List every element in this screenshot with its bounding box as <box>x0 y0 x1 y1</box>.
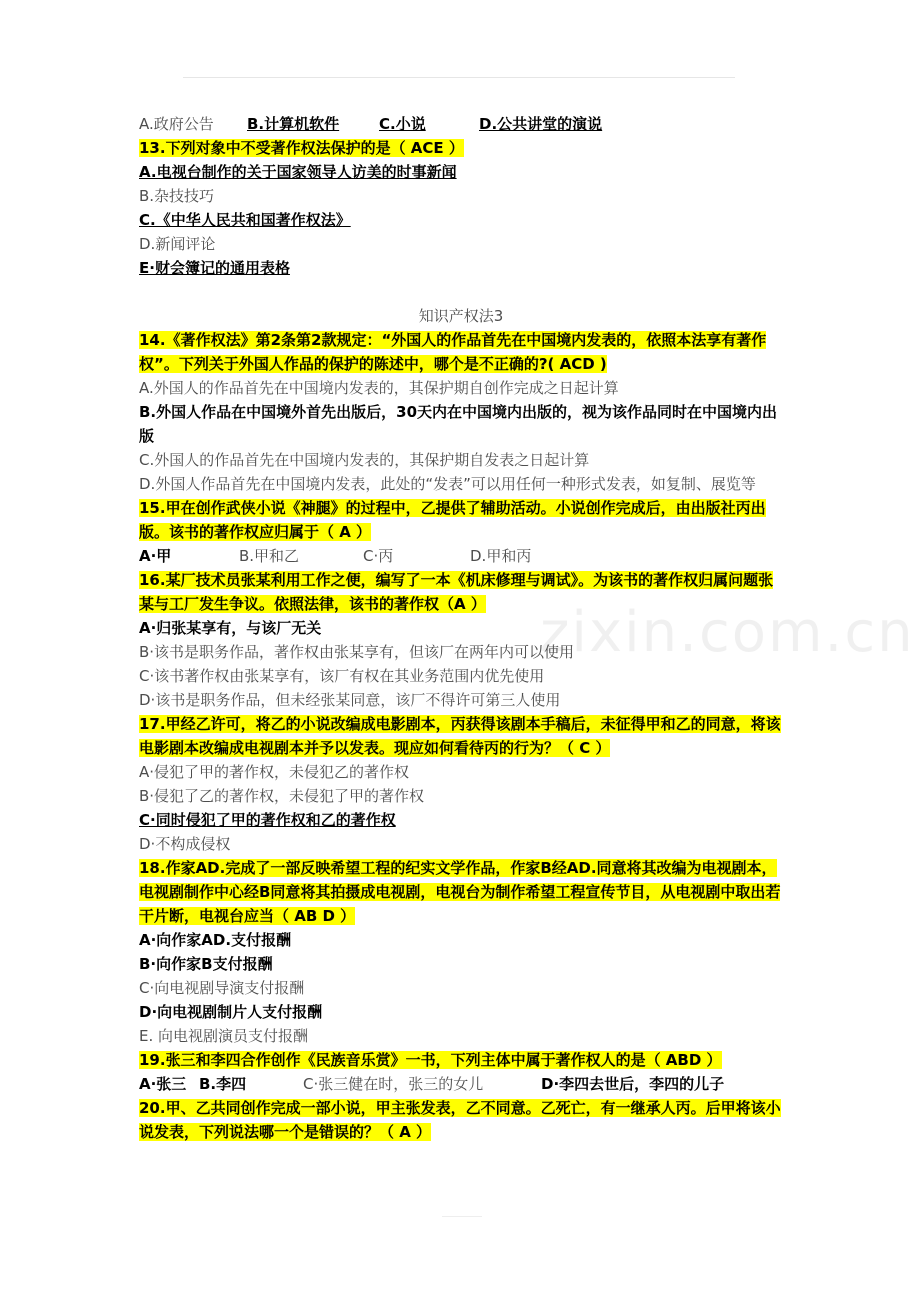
q18-option-d: D·向电视剧制片人支付报酬 <box>139 1003 323 1021</box>
header-rule <box>183 77 735 78</box>
q18-option-a: A·向作家AD.支付报酬 <box>139 931 292 949</box>
q14-option-a: A.外国人的作品首先在中国境内发表的，其保护期自创作完成之日起计算 <box>139 379 619 397</box>
q17-option-d: D·不构成侵权 <box>139 835 231 853</box>
q14-stem: 14.《著作权法》第2条第2款规定：“外国人的作品首先在中国境内发表的，依照本法享有著作权”。下列关于外国人作品的保护的陈述中，哪个是不正确的?( ACD ) <box>139 331 767 373</box>
q17-option-b: B·侵犯了乙的著作权，未侵犯了甲的著作权 <box>139 787 425 805</box>
watermark: zixin.com.cn <box>540 600 915 665</box>
q19-option-a: A·张三 <box>139 1075 187 1093</box>
q13-option-b: B.杂技技巧 <box>139 187 215 205</box>
q15-option-d: D.甲和丙 <box>470 547 532 565</box>
q17-stem: 17.甲经乙许可，将乙的小说改编成电影剧本，丙获得该剧本手稿后，未征得甲和乙的同意，将该电影剧本改编成电视剧本并予以发表。现应如何看待丙的行为？（ C ） <box>139 715 781 757</box>
q16-option-a: A·归张某享有，与该厂无关 <box>139 619 322 637</box>
q20-stem: 20.甲、乙共同创作完成一部小说，甲主张发表，乙不同意。乙死亡，有一继承人丙。后甲将该小说发表，下列说法哪一个是错误的？（ A ） <box>139 1099 781 1141</box>
q17-option-a: A·侵犯了甲的著作权，未侵犯乙的著作权 <box>139 763 410 781</box>
q19-option-d: D·李四去世后，李四的儿子 <box>541 1075 725 1093</box>
q19-option-b: B.李四 <box>199 1075 247 1093</box>
q13-option-a: A.电视台制作的关于国家领导人访美的时事新闻 <box>139 163 457 181</box>
q15-options-row <box>139 544 783 568</box>
q12-option-c: C.小说 <box>379 115 426 133</box>
q17-option-c: C·同时侵犯了甲的著作权和乙的著作权 <box>139 811 396 829</box>
q16-option-d: D·该书是职务作品，但未经张某同意，该厂不得许可第三人使用 <box>139 691 561 709</box>
footer-mark <box>442 1216 482 1223</box>
q13-stem: 13.下列对象中不受著作权法保护的是（ ACE ） <box>139 139 464 157</box>
q18-option-e: E. 向电视剧演员支付报酬 <box>139 1027 309 1045</box>
q18-option-b: B·向作家B支付报酬 <box>139 955 273 973</box>
q16-option-b: B·该书是职务作品，著作权由张某享有，但该厂在两年内可以使用 <box>139 643 575 661</box>
q16-stem: 16.某厂技术员张某利用工作之便，编写了一本《机床修理与调试》。为该书的著作权归属问题张某与工厂发生争议。依照法律，该书的著作权（A ） <box>139 571 774 613</box>
q19-options-row <box>139 1072 783 1096</box>
q13-option-d: D.新闻评论 <box>139 235 216 253</box>
q14-option-c: C.外国人的作品首先在中国境内发表的，其保护期自发表之日起计算 <box>139 451 590 469</box>
q15-stem: 15.甲在创作武侠小说《神腿》的过程中，乙提供了辅助活动。小说创作完成后，由出版社丙出版。该书的著作权应归属于（ A ） <box>139 499 766 541</box>
q12-option-b: B.计算机软件 <box>247 115 340 133</box>
section-title: 知识产权法3 <box>418 307 504 325</box>
q12-option-a: A.政府公告 <box>139 115 214 133</box>
q19-option-c: C·张三健在时，张三的女儿 <box>303 1075 484 1093</box>
q13-option-e: E·财会簿记的通用表格 <box>139 259 290 277</box>
q19-stem: 19.张三和李四合作创作《民族音乐赏》一书，下列主体中属于著作权人的是（ ABD ） <box>139 1051 722 1069</box>
q14-option-b: B.外国人作品在中国境外首先出版后，30天内在中国境内出版的，视为该作品同时在中国境内出版 <box>139 403 778 445</box>
q14-option-d: D.外国人作品首先在中国境内发表，此处的“发表”可以用任何一种形式发表，如复制、展览等 <box>139 475 756 493</box>
q16-option-c: C·该书著作权由张某享有，该厂有权在其业务范围内优先使用 <box>139 667 545 685</box>
q15-option-c: C·丙 <box>363 547 394 565</box>
q12-options-row <box>139 112 783 136</box>
q15-option-a: A·甲 <box>139 547 172 565</box>
q18-stem: 18.作家AD.完成了一部反映希望工程的纪实文学作品，作家B经AD.同意将其改编为电视剧本，电视剧制作中心经B同意将其拍摄成电视剧，电视台为制作希望工程宣传节目，从电视剧中取出若干片断，电视台应当（ AB D ） <box>139 859 781 925</box>
q13-option-c: C.《中华人民共和国著作权法》 <box>139 211 351 229</box>
q12-option-d: D.公共讲堂的演说 <box>479 115 603 133</box>
q15-option-b: B.甲和乙 <box>239 547 300 565</box>
q18-option-c: C·向电视剧导演支付报酬 <box>139 979 305 997</box>
